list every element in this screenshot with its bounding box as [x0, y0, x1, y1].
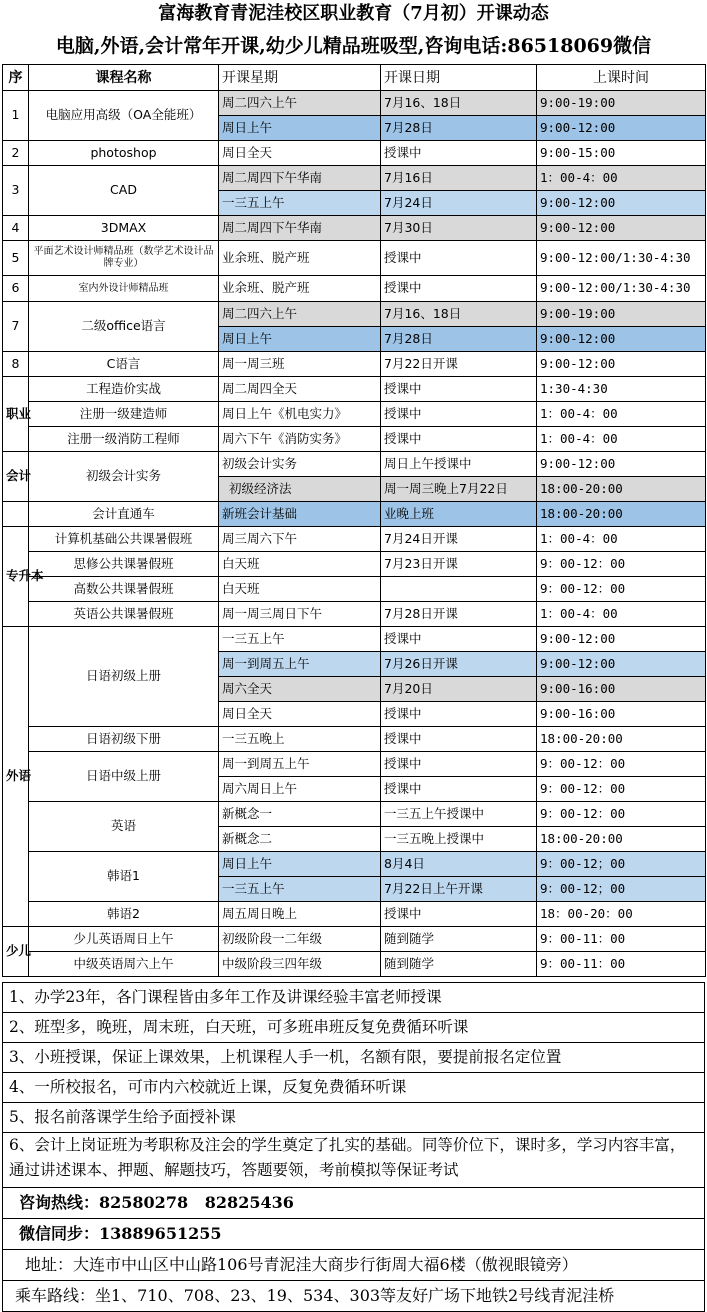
- table-row: [3, 577, 706, 602]
- row-seq: 8: [3, 352, 29, 377]
- session-time: 18:00-20:00: [537, 827, 706, 852]
- session-weekday: 周六周日上午: [219, 777, 381, 802]
- session-time: 9：00-12：00: [537, 802, 706, 827]
- session-date: 一三五上午授课中: [381, 802, 537, 827]
- session-date: [381, 577, 537, 602]
- session-time: 9:00-12:00/1:30-4:30: [537, 276, 706, 302]
- session-date: 7月28日开课: [381, 602, 537, 627]
- session-weekday: 周二四六上午: [219, 91, 381, 116]
- table-row: [3, 241, 706, 276]
- session-time: 1：00-4：00: [537, 166, 706, 191]
- session-weekday: 周一周三周日下午: [219, 602, 381, 627]
- session-weekday: 周日全天: [219, 702, 381, 727]
- session-date: 授课中: [381, 141, 537, 166]
- header-weekday: 开课星期: [219, 65, 381, 91]
- row-seq: 3: [3, 166, 29, 216]
- session-time: 1：00-4：00: [537, 527, 706, 552]
- course-name: 电脑应用高级（OA全能班）: [29, 91, 219, 141]
- table-header-row: [3, 65, 706, 91]
- row-seq: 4: [3, 216, 29, 241]
- table-row: [3, 352, 706, 377]
- session-weekday: 周二四六上午: [219, 302, 381, 327]
- notes-section: [2, 982, 705, 1312]
- session-weekday: 一三五上午: [219, 627, 381, 652]
- course-name: 室内外设计师精品班: [29, 276, 219, 302]
- session-time: 1:30-4:30: [537, 377, 706, 402]
- session-weekday: 新班会计基础: [219, 502, 381, 527]
- session-date: 7月28日: [381, 327, 537, 352]
- course-name: 少儿英语周日上午: [29, 927, 219, 952]
- section-label-zhuanshengben: 专升本: [3, 527, 29, 627]
- session-date: 随到随学: [381, 927, 537, 952]
- session-weekday: 业余班、脱产班: [219, 241, 381, 276]
- row-seq: 1: [3, 91, 29, 141]
- table-row: [3, 852, 706, 877]
- course-name: 英语: [29, 802, 219, 852]
- session-weekday: 新概念一: [219, 802, 381, 827]
- note-item: 1、办学23年，各门课程皆由多年工作及讲课经验丰富老师授课: [3, 982, 704, 1012]
- table-row: [3, 141, 706, 166]
- table-row: [3, 752, 706, 777]
- session-date: 7月30日: [381, 216, 537, 241]
- table-row: [3, 216, 706, 241]
- session-time: 9：00-12；00: [537, 877, 706, 902]
- section-label-shaoer: 少儿: [3, 927, 29, 977]
- session-time: 9：00-12：00: [537, 777, 706, 802]
- session-time: 9：00-12；00: [537, 852, 706, 877]
- session-date: 一三五晚上授课中: [381, 827, 537, 852]
- session-time: 18：00-20：00: [537, 902, 706, 927]
- row-seq: 2: [3, 141, 29, 166]
- note-item: 5、报名前落课学生给予面授补课: [3, 1102, 704, 1132]
- wechat-label: 微信同步：: [19, 1224, 100, 1243]
- course-name: 3DMAX: [29, 216, 219, 241]
- session-time: 9:00-12:00: [537, 627, 706, 652]
- session-date: 授课中: [381, 627, 537, 652]
- table-row: [3, 952, 706, 977]
- session-weekday: 新概念二: [219, 827, 381, 852]
- session-date: 7月16、18日: [381, 91, 537, 116]
- session-time: 9:00-19:00: [537, 302, 706, 327]
- course-name: 日语初级下册: [29, 727, 219, 752]
- route-line: 乘车路线：坐1、710、708、23、19、534、303等友好广场下地铁2号线青泥洼桥: [3, 1280, 704, 1311]
- session-time: 1：00-4：00: [537, 602, 706, 627]
- session-time: 9：00-11：00: [537, 927, 706, 952]
- table-row: [3, 902, 706, 927]
- course-name: 初级会计实务: [29, 452, 219, 502]
- session-date: 授课中: [381, 276, 537, 302]
- course-name: 高数公共课暑假班: [29, 577, 219, 602]
- session-weekday: 周二周四下午华南: [219, 166, 381, 191]
- session-weekday: 周二周四全天: [219, 377, 381, 402]
- session-weekday: 周五周日晚上: [219, 902, 381, 927]
- session-weekday: 周一到周五上午: [219, 752, 381, 777]
- course-name: 中级英语周六上午: [29, 952, 219, 977]
- section-spacer: [3, 502, 29, 527]
- session-time: 9:00-16:00: [537, 702, 706, 727]
- course-name: 会计直通车: [29, 502, 219, 527]
- session-date: 7月16、18日: [381, 302, 537, 327]
- table-row: [3, 302, 706, 327]
- session-weekday: 周六全天: [219, 677, 381, 702]
- session-weekday: 周一周三班: [219, 352, 381, 377]
- header-seq: 序: [3, 65, 29, 91]
- row-seq: 5: [3, 241, 29, 276]
- hotline-numbers: 82580278 82825436: [99, 1193, 294, 1212]
- session-date: 授课中: [381, 241, 537, 276]
- course-name: photoshop: [29, 141, 219, 166]
- session-time: 9：00-12：00: [537, 577, 706, 602]
- session-weekday: 业余班、脱产班: [219, 276, 381, 302]
- session-date: 7月16日: [381, 166, 537, 191]
- course-name: C语言: [29, 352, 219, 377]
- course-name: 韩语2: [29, 902, 219, 927]
- session-time: 1：00-4：00: [537, 402, 706, 427]
- session-time: 9:00-12:00: [537, 116, 706, 141]
- session-weekday: 初级阶段一二年级: [219, 927, 381, 952]
- session-weekday: 一三五上午: [219, 191, 381, 216]
- course-name: 注册一级建造师: [29, 402, 219, 427]
- session-date: 授课中: [381, 702, 537, 727]
- course-name: 日语初级上册: [29, 627, 219, 727]
- row-seq: 7: [3, 302, 29, 352]
- schedule-table: [2, 64, 706, 977]
- section-label-waiyu: 外语: [3, 627, 29, 927]
- session-date: 周一周三晚上7月22日: [381, 477, 537, 502]
- table-row: [3, 377, 706, 402]
- session-time: 9:00-12:00: [537, 352, 706, 377]
- session-weekday: 周三周六下午: [219, 527, 381, 552]
- table-row: [3, 276, 706, 302]
- session-date: 7月28日: [381, 116, 537, 141]
- session-weekday: 周日上午: [219, 852, 381, 877]
- header-time: 上课时间: [537, 65, 706, 91]
- session-date: 7月26日开课: [381, 652, 537, 677]
- session-time: 18:00-20:00: [537, 727, 706, 752]
- session-time: 9:00-16:00: [537, 677, 706, 702]
- table-row: [3, 927, 706, 952]
- note-item: 3、小班授课，保证上课效果，上机课程人手一机，名额有限，要提前报名定位置: [3, 1042, 704, 1072]
- session-date: 业晚上班: [381, 502, 537, 527]
- session-weekday: 白天班: [219, 552, 381, 577]
- session-time: 18:00-20:00: [537, 477, 706, 502]
- session-time: 9：00-11：00: [537, 952, 706, 977]
- session-time: 9:00-15:00: [537, 141, 706, 166]
- course-name: 计算机基础公共课暑假班: [29, 527, 219, 552]
- note-item: 4、一所校报名，可市内六校就近上课，反复免费循环听课: [3, 1072, 704, 1102]
- table-row: [3, 402, 706, 427]
- session-date: 授课中: [381, 752, 537, 777]
- table-row: [3, 166, 706, 191]
- session-date: 7月24日: [381, 191, 537, 216]
- session-date: 授课中: [381, 777, 537, 802]
- session-date: 授课中: [381, 727, 537, 752]
- table-row: [3, 552, 706, 577]
- table-row: [3, 502, 706, 527]
- session-time: 9:00-12:00: [537, 327, 706, 352]
- course-name: 日语中级上册: [29, 752, 219, 802]
- session-weekday: 周日上午: [219, 116, 381, 141]
- session-date: 授课中: [381, 402, 537, 427]
- session-time: 18:00-20:00: [537, 502, 706, 527]
- wechat-row: [3, 1218, 704, 1249]
- section-label-kuaiji: 会计: [3, 452, 29, 502]
- session-weekday: 周日上午: [219, 327, 381, 352]
- hotline-row: [3, 1187, 704, 1218]
- session-date: 随到随学: [381, 952, 537, 977]
- course-name: 注册一级消防工程师: [29, 427, 219, 452]
- course-name: 二级office语言: [29, 302, 219, 352]
- session-weekday: 白天班: [219, 577, 381, 602]
- session-date: 授课中: [381, 902, 537, 927]
- session-date: 周日上午授课中: [381, 452, 537, 477]
- session-time: 9:00-12:00/1:30-4:30: [537, 241, 706, 276]
- session-time: 1：00-4：00: [537, 427, 706, 452]
- session-weekday: 一三五晚上: [219, 727, 381, 752]
- session-time: 9：00-12：00: [537, 552, 706, 577]
- table-row: [3, 802, 706, 827]
- session-date: 7月20日: [381, 677, 537, 702]
- address-line: 地址：大连市中山区中山路106号青泥洼大商步行街周大福6楼（傲视眼镜旁）: [3, 1249, 704, 1280]
- header-course: 课程名称: [29, 65, 219, 91]
- session-weekday: 初级会计实务: [219, 452, 381, 477]
- course-name: 平面艺术设计师精品班（数学艺术设计品牌专业）: [29, 241, 219, 276]
- course-name: 思修公共课暑假班: [29, 552, 219, 577]
- session-time: 9：00-12：00: [537, 752, 706, 777]
- session-weekday: 周日全天: [219, 141, 381, 166]
- course-name: 工程造价实战: [29, 377, 219, 402]
- session-time: 9:00-12:00: [537, 216, 706, 241]
- session-weekday: 初级经济法: [219, 477, 381, 502]
- table-row: [3, 91, 706, 116]
- session-date: 8月4日: [381, 852, 537, 877]
- row-seq: 6: [3, 276, 29, 302]
- session-date: 7月22日上午开课: [381, 877, 537, 902]
- session-date: 7月23日开课: [381, 552, 537, 577]
- wechat-number: 13889651255: [99, 1224, 222, 1243]
- session-date: 授课中: [381, 427, 537, 452]
- note-item: 2、班型多，晚班，周末班，白天班，可多班串班反复免费循环听课: [3, 1012, 704, 1042]
- table-row: [3, 527, 706, 552]
- session-weekday: 周二周四下午华南: [219, 216, 381, 241]
- section-label-zhiye: 职业: [3, 377, 29, 452]
- table-row: [3, 602, 706, 627]
- session-time: 9:00-19:00: [537, 91, 706, 116]
- table-row: [3, 452, 706, 477]
- session-time: 9:00-12:00: [537, 652, 706, 677]
- session-weekday: 周日上午《机电实力》: [219, 402, 381, 427]
- session-date: 7月24日开课: [381, 527, 537, 552]
- page-title: 富海教育青泥洼校区职业教育（7月初）开课动态: [158, 3, 549, 24]
- course-name: 英语公共课暑假班: [29, 602, 219, 627]
- session-weekday: 周一到周五上午: [219, 652, 381, 677]
- table-row: [3, 427, 706, 452]
- page-subtitle: 电脑,外语,会计常年开课,幼少儿精品班吸型,咨询电话:86518069微信: [55, 35, 652, 57]
- table-row: [3, 727, 706, 752]
- header-date: 开课日期: [381, 65, 537, 91]
- session-time: 9:00-12:00: [537, 452, 706, 477]
- session-date: 7月22日开课: [381, 352, 537, 377]
- course-name: CAD: [29, 166, 219, 216]
- session-weekday: 中级阶段三四年级: [219, 952, 381, 977]
- session-date: 授课中: [381, 377, 537, 402]
- note-item: 6、会计上岗证班为考职称及注会的学生奠定了扎实的基础。同等价位下，课时多，学习内容丰富，通过讲述课本、押题、解题技巧，答题要领，考前模拟等保证考试: [3, 1132, 704, 1187]
- table-row: [3, 627, 706, 652]
- session-time: 9:00-12:00: [537, 191, 706, 216]
- course-name: 韩语1: [29, 852, 219, 902]
- hotline-label: 咨询热线：: [19, 1193, 100, 1212]
- session-weekday: 一三五上午: [219, 877, 381, 902]
- session-weekday: 周六下午《消防实务》: [219, 427, 381, 452]
